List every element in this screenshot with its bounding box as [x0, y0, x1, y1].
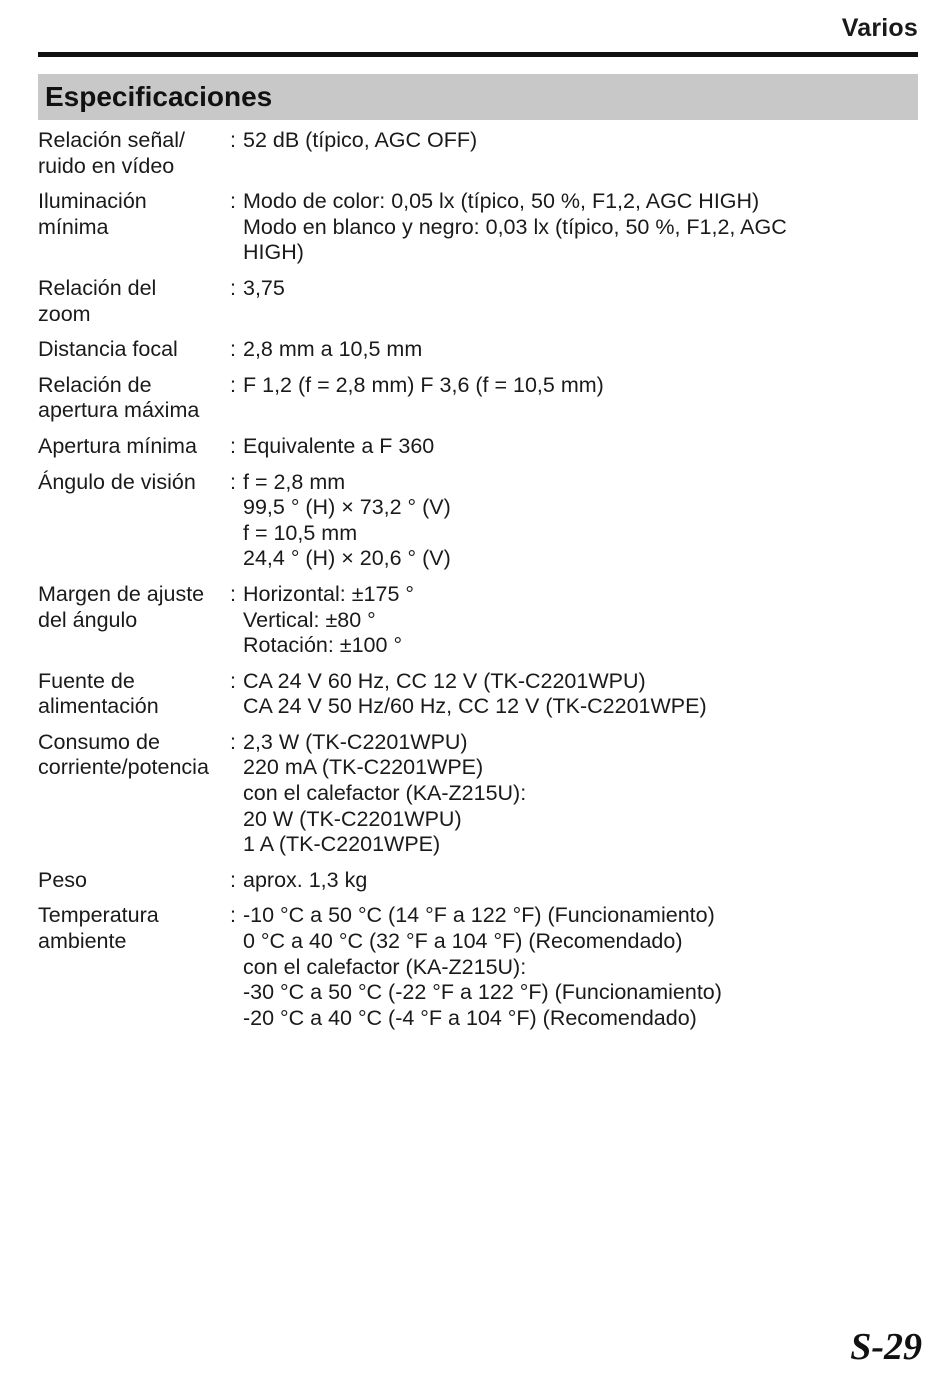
spec-value-line: con el calefactor (KA-Z215U): — [243, 781, 527, 806]
spec-value — [243, 470, 918, 572]
spec-value-line: 1 A (TK-C2201WPE) — [243, 832, 441, 857]
spec-separator: : — [230, 729, 236, 754]
header-rule — [38, 52, 918, 57]
spec-value-line: -20 °C a 40 °C (-4 °F a 104 °F) (Recomendado) — [243, 1005, 697, 1030]
spec-value-line: CA 24 V 50 Hz/60 Hz, CC 12 V (TK-C2201WPE) — [243, 694, 707, 719]
spec-row — [38, 128, 918, 179]
spec-row — [38, 373, 918, 424]
spec-row — [38, 868, 918, 894]
spec-separator: : — [230, 275, 236, 300]
spec-row — [38, 189, 918, 266]
spec-label: Margen de ajuste del ángulo — [38, 581, 205, 632]
spec-separator: : — [230, 337, 236, 362]
spec-value-line: Modo en blanco y negro: 0,03 lx (típico, 50 %, F1,2, AGC — [243, 214, 787, 239]
spec-separator: : — [230, 903, 236, 928]
spec-value-line: 0 °C a 40 °C (32 °F a 104 °F) (Recomendado) — [243, 929, 683, 954]
spec-row — [38, 730, 918, 858]
spec-row — [38, 470, 918, 572]
spec-separator: : — [230, 469, 236, 494]
spec-value-line: Vertical: ±80 ° — [243, 607, 376, 632]
spec-separator: : — [230, 433, 236, 458]
spec-value-line: 99,5 ° (H) × 73,2 ° (V) — [243, 495, 451, 520]
spec-row — [38, 669, 918, 720]
spec-value — [243, 276, 918, 327]
spec-label: Consumo de corriente/potencia — [38, 729, 209, 780]
spec-value — [243, 337, 918, 363]
spec-value — [243, 373, 918, 424]
spec-value-line: -30 °C a 50 °C (-22 °F a 122 °F) (Funcionamiento) — [243, 980, 722, 1005]
spec-row — [38, 276, 918, 327]
spec-value — [243, 669, 918, 720]
spec-label: Fuente de alimentación — [38, 668, 159, 719]
spec-label: Temperatura ambiente — [38, 903, 159, 954]
spec-label: Iluminación mínima — [38, 189, 147, 239]
title-bar — [38, 74, 918, 120]
spec-separator: : — [230, 668, 236, 693]
spec-label: Peso — [38, 867, 88, 892]
spec-row — [38, 434, 918, 460]
spec-value-line: 20 W (TK-C2201WPU) — [243, 806, 462, 831]
spec-value-line: Equivalente a F 360 — [243, 433, 435, 458]
spec-value-line: 3,75 — [243, 275, 285, 300]
spec-value-line: HIGH) — [243, 240, 304, 265]
spec-list — [38, 128, 918, 1041]
spec-value-line: F 1,2 (f = 2,8 mm) F 3,6 (f = 10,5 mm) — [243, 372, 604, 397]
spec-value-line: CA 24 V 60 Hz, CC 12 V (TK-C2201WPU) — [243, 668, 646, 693]
spec-separator: : — [230, 189, 236, 214]
spec-value-line: 2,8 mm a 10,5 mm — [243, 337, 423, 362]
page-number: S-29 — [850, 1326, 922, 1368]
spec-label: Apertura mínima — [38, 433, 197, 458]
spec-value-line: 52 dB (típico, AGC OFF) — [243, 128, 478, 152]
page-title: Especificaciones — [45, 81, 273, 112]
spec-value — [243, 434, 918, 460]
spec-value-line: f = 2,8 mm — [243, 469, 346, 494]
section-label: Varios — [841, 14, 918, 42]
spec-row — [38, 903, 918, 1031]
spec-value — [243, 582, 918, 659]
spec-value — [243, 868, 918, 894]
spec-value-line: Rotación: ±100 ° — [243, 633, 403, 658]
spec-value-line: aprox. 1,3 kg — [243, 867, 368, 892]
spec-value — [243, 903, 918, 1031]
spec-label: Relación de apertura máxima — [38, 372, 200, 423]
spec-separator: : — [230, 581, 236, 606]
spec-value-line: con el calefactor (KA-Z215U): — [243, 954, 527, 979]
spec-label: Distancia focal — [38, 337, 178, 362]
spec-value-line: 2,3 W (TK-C2201WPU) — [243, 729, 468, 754]
spec-separator: : — [230, 867, 236, 892]
spec-value — [243, 189, 918, 266]
spec-value-line: 220 mA (TK-C2201WPE) — [243, 755, 484, 780]
spec-label: Ángulo de visión — [38, 469, 196, 494]
spec-value-line: f = 10,5 mm — [243, 520, 358, 545]
spec-value-line: -10 °C a 50 °C (14 °F a 122 °F) (Funcionamiento) — [243, 903, 715, 928]
spec-label: Relación señal/ ruido en vídeo — [38, 128, 186, 178]
spec-value-line: 24,4 ° (H) × 20,6 ° (V) — [243, 546, 451, 571]
spec-row — [38, 337, 918, 363]
spec-separator: : — [230, 372, 236, 397]
spec-row — [38, 582, 918, 659]
spec-separator: : — [230, 128, 236, 152]
spec-value-line: Horizontal: ±175 ° — [243, 581, 414, 606]
spec-value — [243, 128, 918, 179]
spec-label: Relación del zoom — [38, 275, 157, 326]
spec-value — [243, 730, 918, 858]
spec-value-line: Modo de color: 0,05 lx (típico, 50 %, F1,2, AGC HIGH) — [243, 189, 760, 214]
